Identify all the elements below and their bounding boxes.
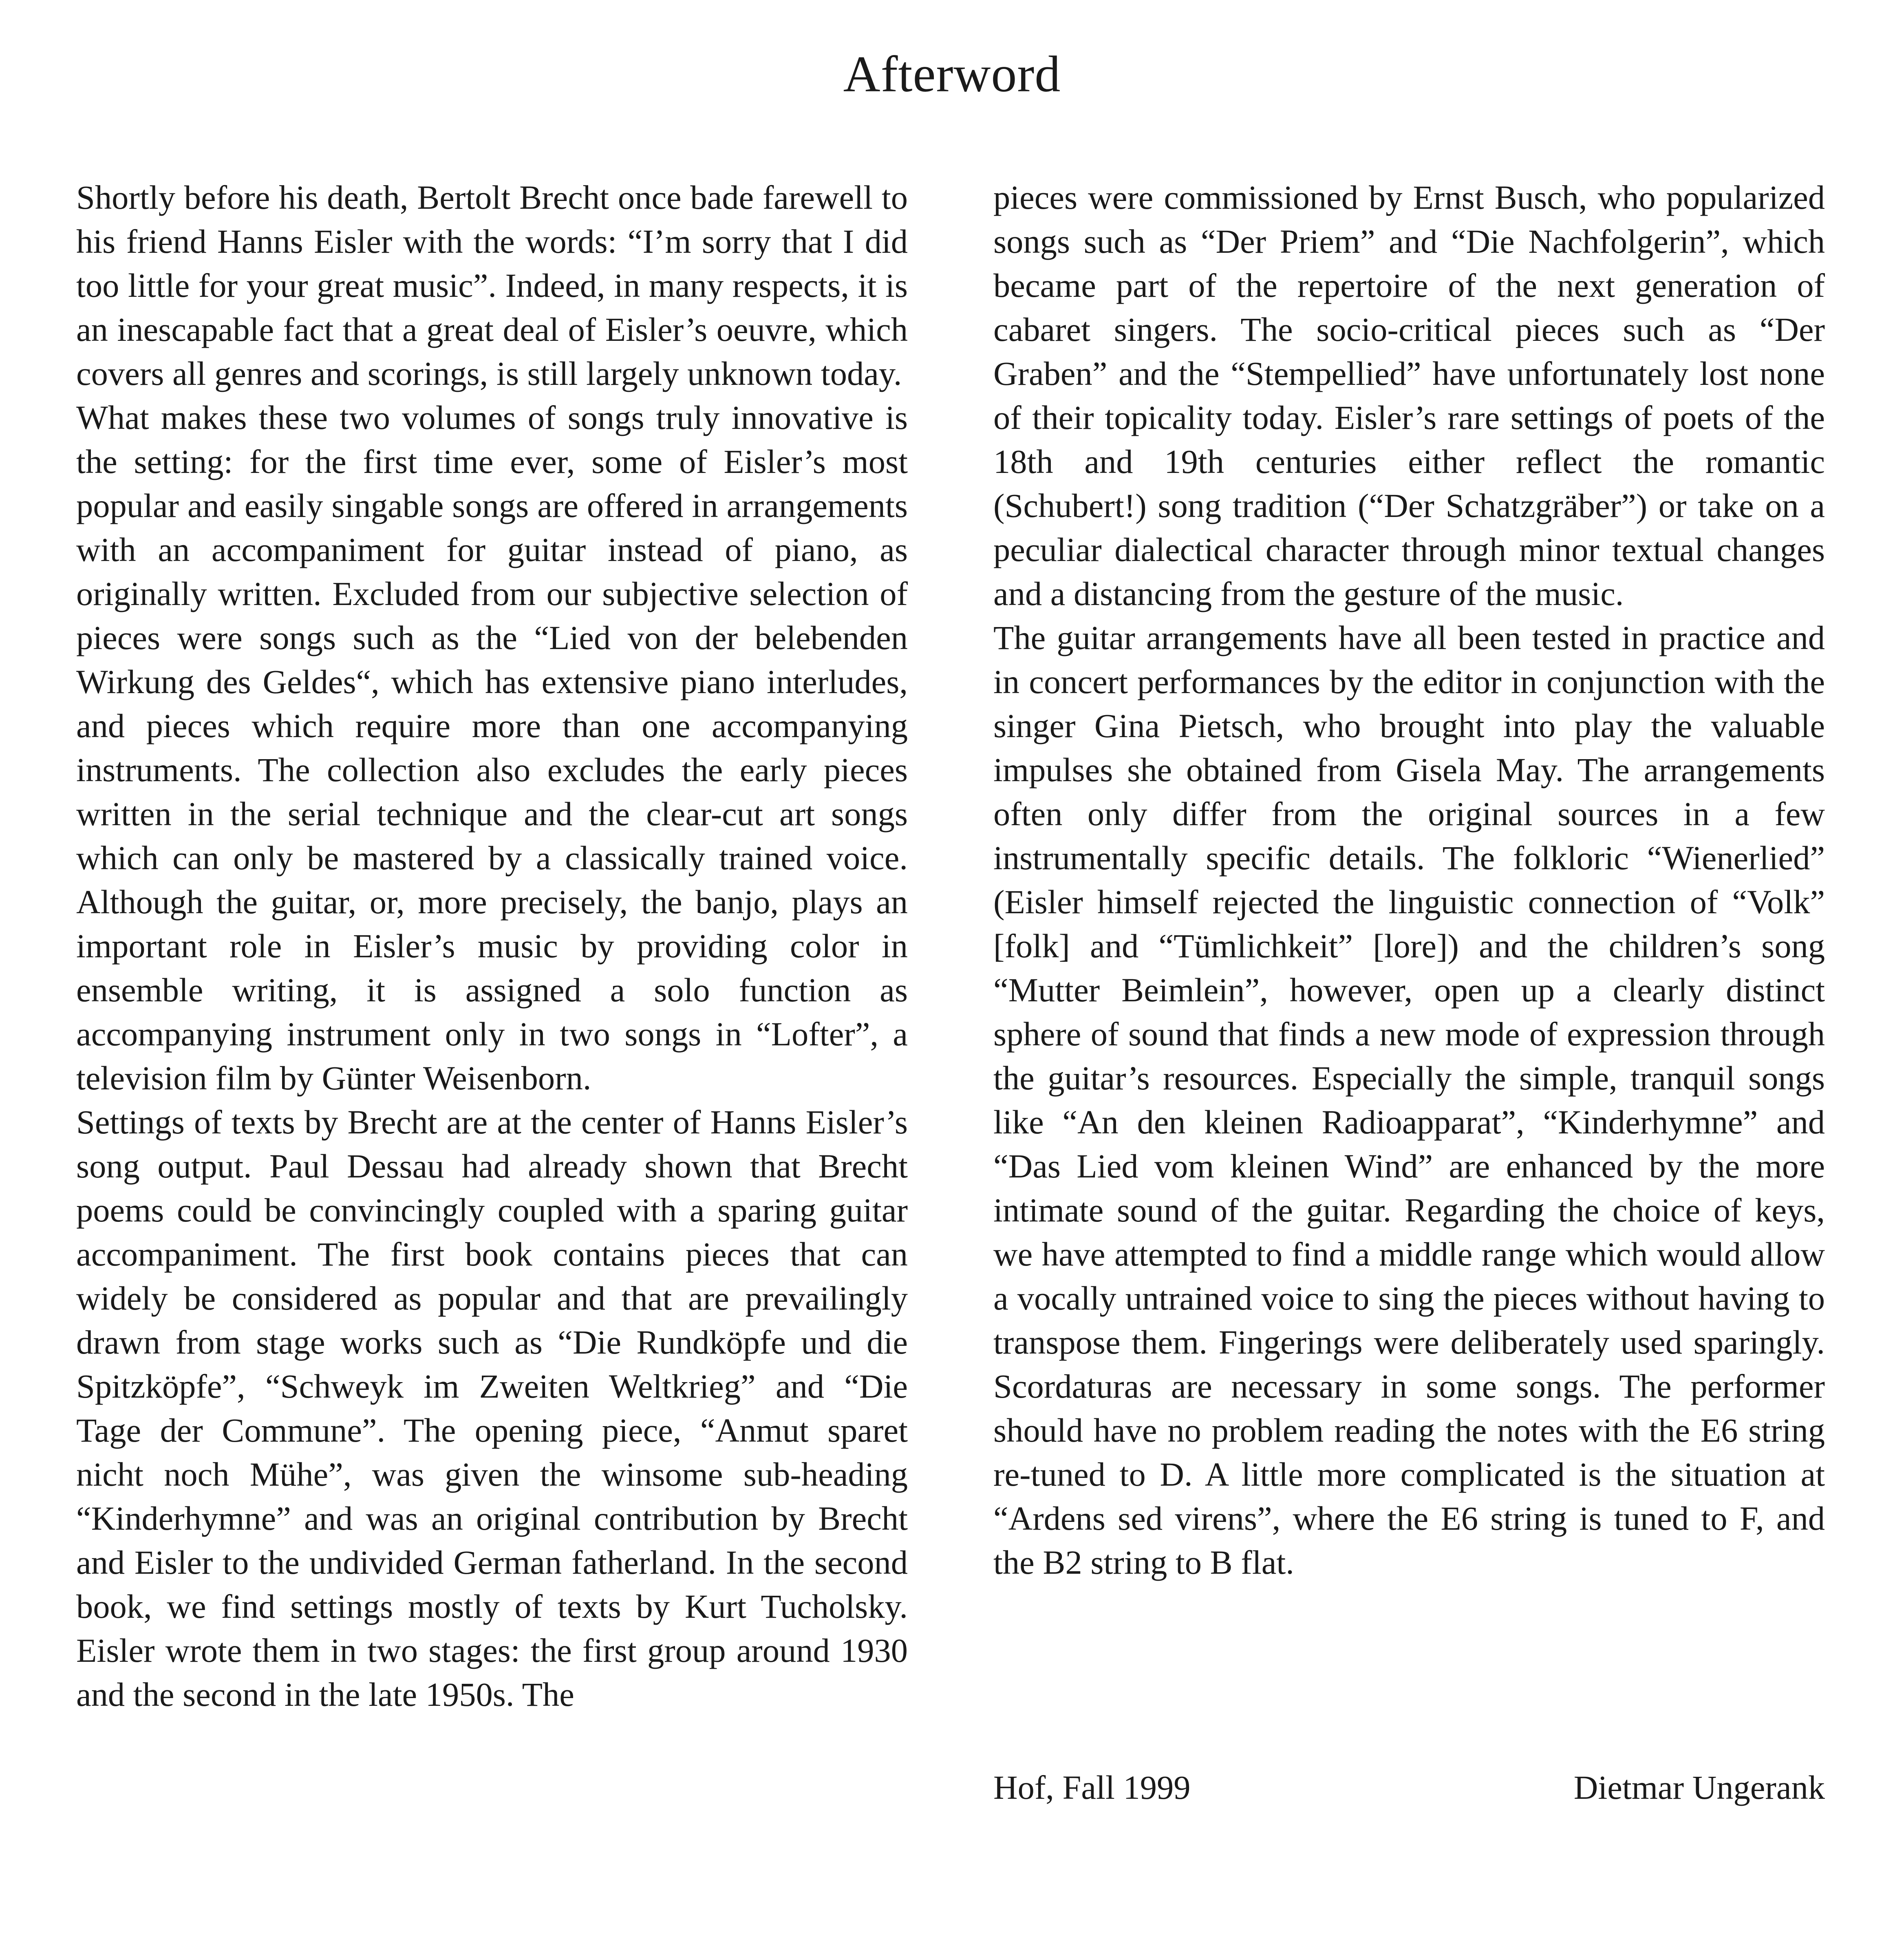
signature-row bbox=[993, 1765, 1825, 1809]
page-title: Afterword bbox=[843, 46, 1061, 103]
right-text-column bbox=[993, 175, 1825, 1584]
author-name: Dietmar Ungerank bbox=[1573, 1769, 1825, 1806]
paragraph-4: pieces were commissioned by Ernst Busch, who popularized songs such as “Der Priem” and “Die Nachfolgerin”, which became part of the repertoire of the next generation of cabaret singers. The socio-critical pieces such as “Der Graben” and the “Stempellied” have unfortunately lost none of their topicality today. Eisler’s rare settings of poets of the 18th and 19th centuries either reflect the romantic (Schubert!) song tradition (“Der Schatzgräber”) or take on a peculiar dialectical character through minor textual changes and a distancing from the gesture of the music. bbox=[993, 179, 1825, 612]
paragraph-2: What makes these two volumes of songs truly innovative is the setting: for the first time ever, some of Eisler’s most popular and easily singable songs are offered in arrangements with an accompaniment for guitar instead of piano, as originally written. Excluded from our subjective selection of pieces were songs such as the “Lied von der belebenden Wirkung des Geldes“, which has extensive piano interludes, and pieces which require more than one accompanying instruments. The collection also excludes the early pieces written in the serial technique and the clear-cut art songs which can only be mastered by a classically trained voice. Although the guitar, or, more precisely, the banjo, plays an important role in Eisler’s music by providing color in ensemble writing, it is assigned a solo function as accompanying instrument only in two songs in “Lofter”, a television film by Günter Weisenborn. bbox=[76, 399, 908, 1097]
paragraph-1: Shortly before his death, Bertolt Brecht once bade farewell to his friend Hanns Eisler with the words: “I’m sorry that I did too little for your great music”. Indeed, in many respects, it is an inescapable fact that a great deal of Eisler’s oeuvre, which covers all genres and scorings, is still largely unknown today. bbox=[76, 179, 908, 392]
left-text-column bbox=[76, 175, 908, 1716]
place-date: Hof, Fall 1999 bbox=[993, 1769, 1191, 1806]
paragraph-3: Settings of texts by Brecht are at the center of Hanns Eisler’s song output. Paul Dessau had already shown that Brecht poems could be convincingly coupled with a sparing guitar accompaniment. The first book contains pieces that can widely be considered as popular and that are prevailingly drawn from stage works such as “Die Rundköpfe und die Spitzköpfe”, “Schweyk im Zweiten Weltkrieg” and “Die Tage der Commune”. The opening piece, “Anmut sparet nicht noch Mühe”, was given the winsome sub-heading “Kinderhymne” and was an original contribution by Brecht and Eisler to the undivided German fatherland. In the second book, we find settings mostly of texts by Kurt Tucholsky. Eisler wrote them in two stages: the first group around 1930 and the second in the late 1950s. The bbox=[76, 1103, 908, 1713]
paragraph-5: The guitar arrangements have all been tested in practice and in concert performances by the editor in conjunction with the singer Gina Pietsch, who brought into play the valuable impulses she obtained from Gisela May. The arrangements often only differ from the original sources in a few instrumentally specific details. The folkloric “Wienerlied” (Eisler himself rejected the linguistic connection of “Volk” [folk] and “Tümlichkeit” [lore]) and the children’s song “Mutter Beimlein”, however, open up a clearly distinct sphere of sound that finds a new mode of expression through the guitar’s resources. Especially the simple, tranquil songs like “An den kleinen Radioapparat”, “Kinderhymne” and “Das Lied vom kleinen Wind” are enhanced by the more intimate sound of the guitar. Regarding the choice of keys, we have attempted to find a middle range which would allow a vocally untrained voice to sing the pieces without having to transpose them. Fingerings were deliberately used sparingly. Scordaturas are necessary in some songs. The performer should have no problem reading the notes with the E6 string re-tuned to D. A little more complicated is the situation at “Ardens sed virens”, where the E6 string is tuned to F, and the B2 string to B flat. bbox=[993, 619, 1825, 1581]
